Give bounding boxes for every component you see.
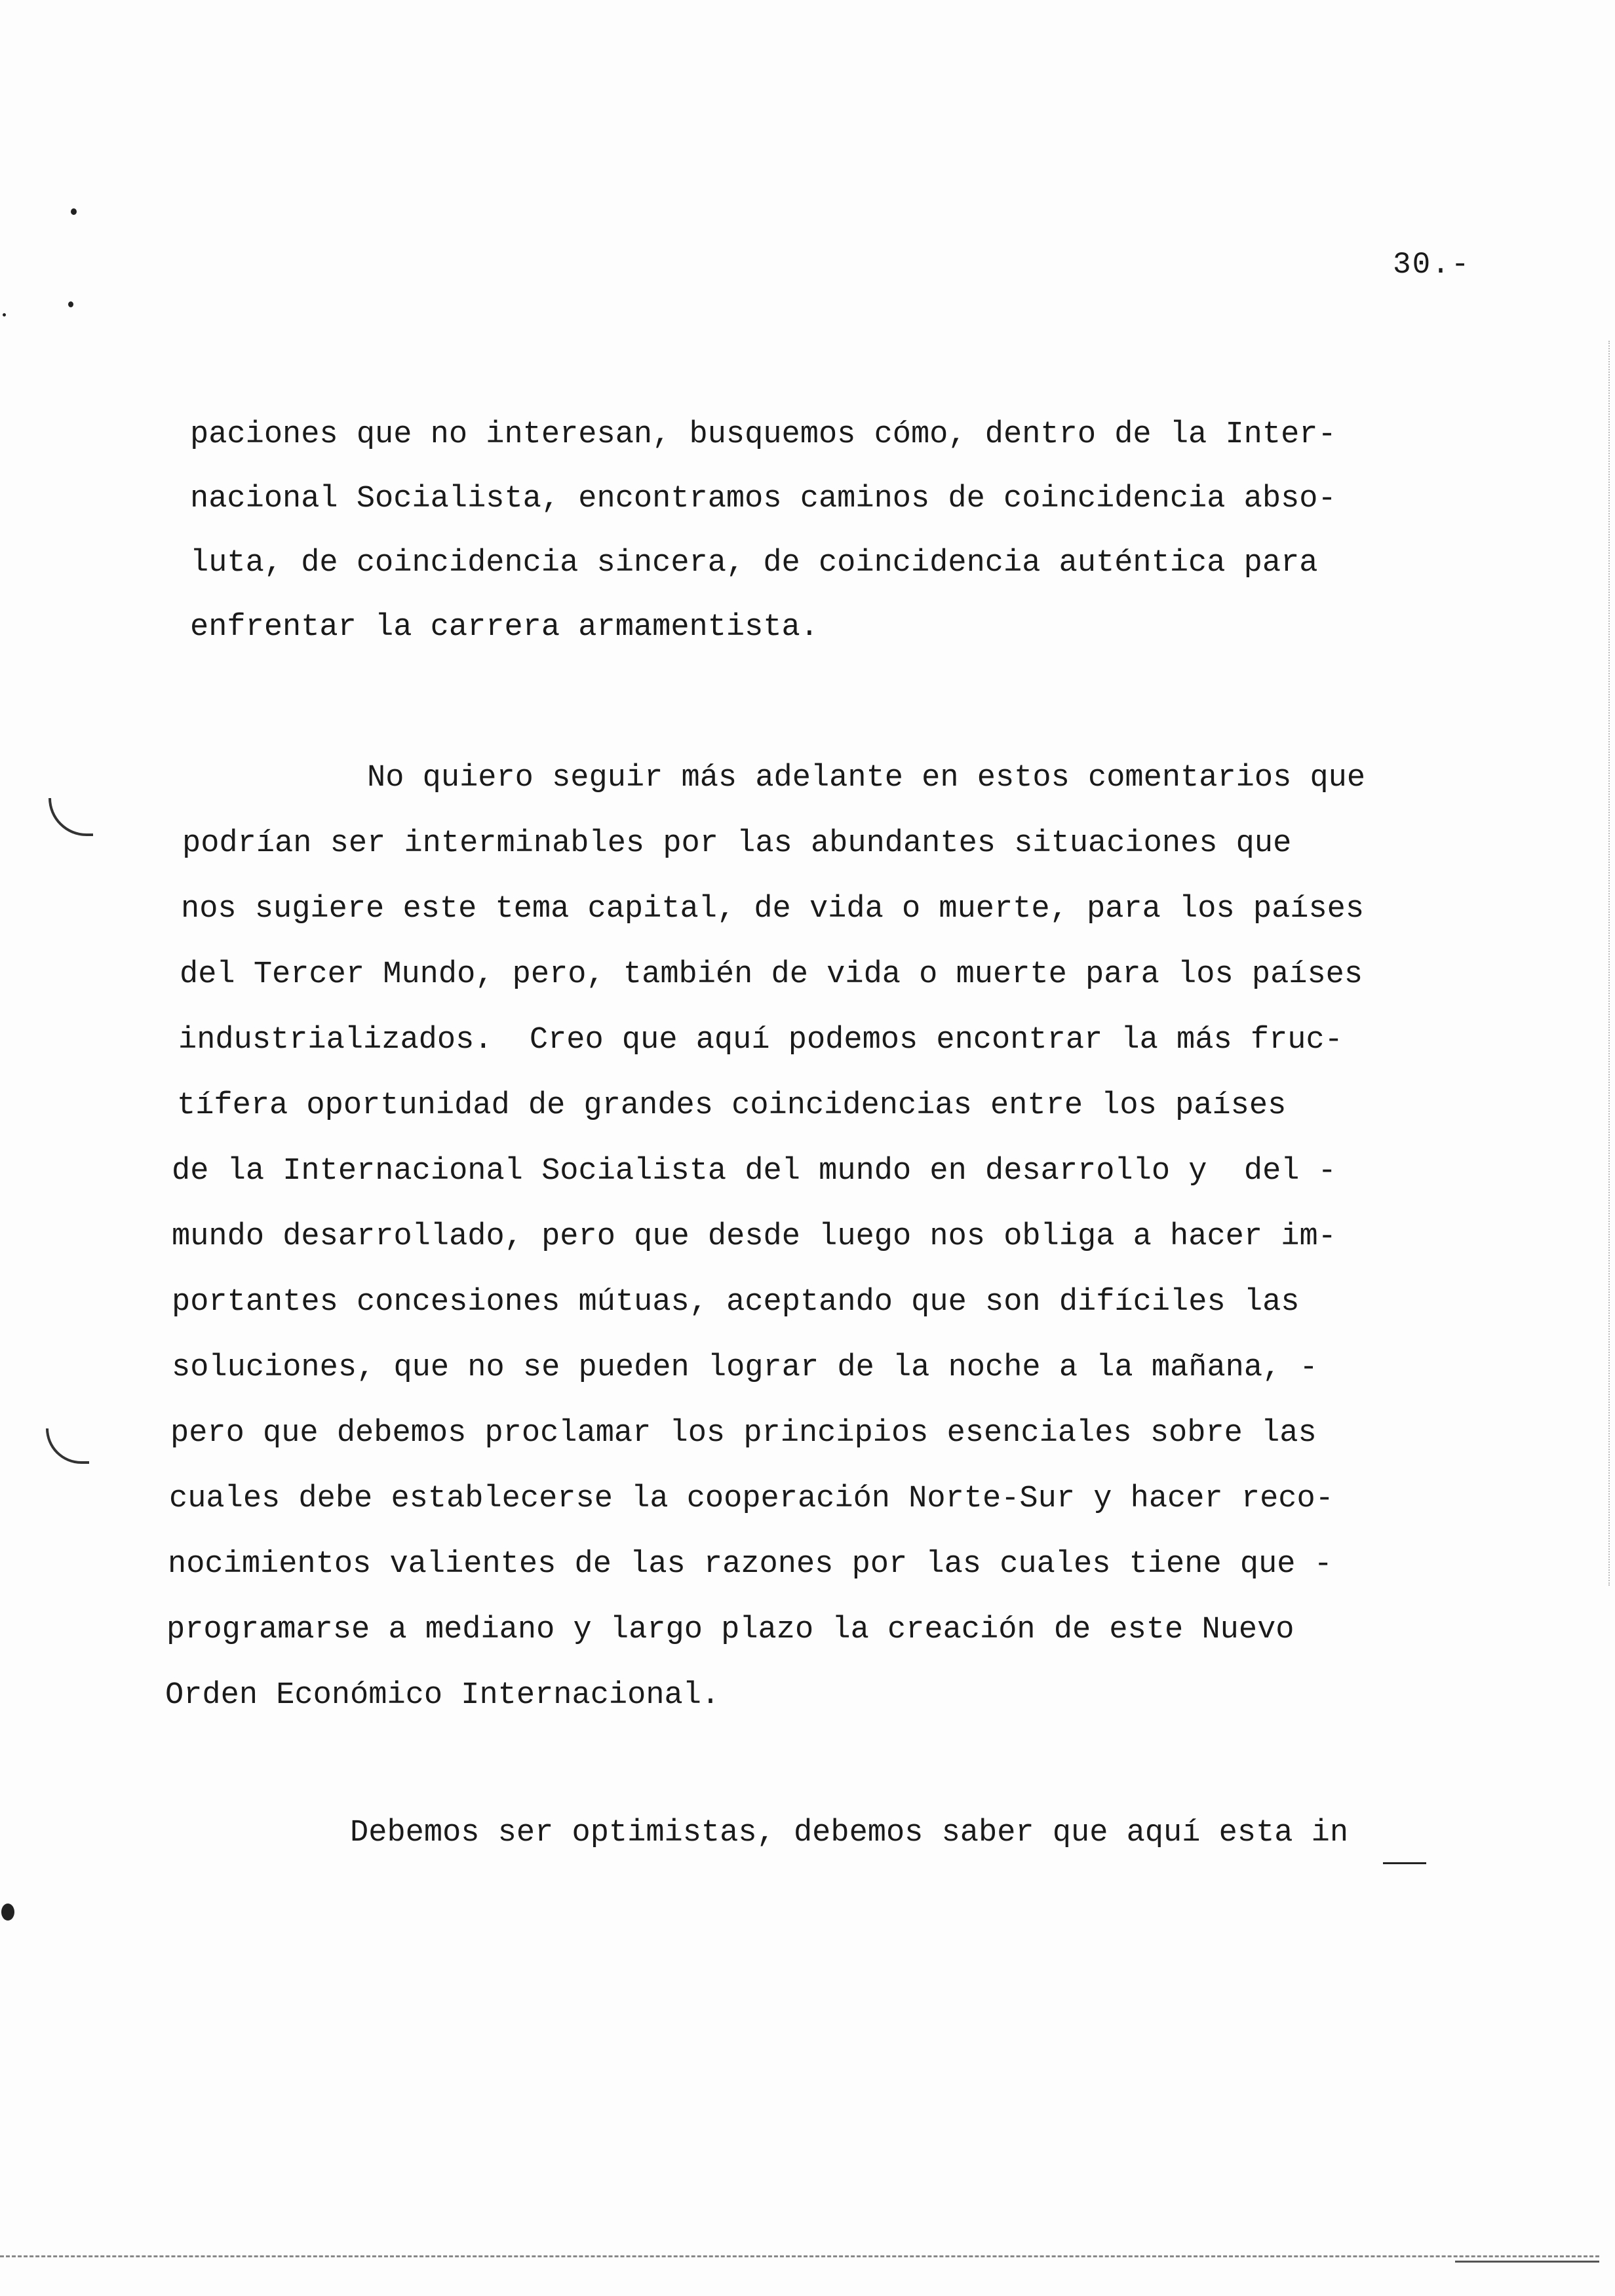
scan-speck xyxy=(71,208,77,215)
scan-speck xyxy=(68,301,73,307)
text-line: nacional Socialista, encontramos caminos de coincidencia abso- xyxy=(190,482,1336,516)
scan-speck xyxy=(1,1904,14,1921)
scan-edge xyxy=(1608,341,1610,1586)
text-line: industrializados. Creo que aquí podemos encontrar la más fruc- xyxy=(178,1023,1343,1058)
text-line: cuales debe establecerse la cooperación Norte-Sur y hacer reco- xyxy=(169,1482,1334,1516)
text-line: enfrentar la carrera armamentista. xyxy=(190,610,819,645)
scan-arc xyxy=(49,798,93,836)
text-line: pero que debemos proclamar los principios esenciales sobre las xyxy=(170,1416,1317,1451)
text-line: podrían ser interminables por las abundantes situaciones que xyxy=(182,826,1292,861)
text-line: del Tercer Mundo, pero, también de vida o muerte para los países xyxy=(180,957,1363,992)
underline-mark xyxy=(1383,1862,1426,1864)
text-line: luta, de coincidencia sincera, de coincidencia auténtica para xyxy=(190,546,1318,581)
text-line: portantes concesiones mútuas, aceptando que son difíciles las xyxy=(172,1285,1300,1320)
text-line: soluciones, que no se pueden lograr de la noche a la mañana, - xyxy=(172,1350,1318,1385)
scan-footer-line xyxy=(0,2255,1599,2257)
text-line: tífera oportunidad de grandes coincidencias entre los países xyxy=(177,1088,1287,1123)
scan-arc xyxy=(46,1428,89,1464)
text-line: mundo desarrollado, pero que desde luego nos obliga a hacer im- xyxy=(172,1219,1336,1254)
text-line: de la Internacional Socialista del mundo en desarrollo y del - xyxy=(172,1154,1336,1189)
page-number: 30.- xyxy=(1393,248,1471,282)
text-line: No quiero seguir más adelante en estos comentarios que xyxy=(182,761,1366,795)
text-line: nos sugiere este tema capital, de vida o muerte, para los países xyxy=(181,892,1365,927)
scan-speck xyxy=(3,313,6,316)
text-line: Debemos ser optimistas, debemos saber que aquí esta in xyxy=(165,1816,1349,1850)
text-line: Orden Económico Internacional. xyxy=(165,1678,720,1713)
text-line: paciones que no interesan, busquemos cómo, dentro de la Inter- xyxy=(190,417,1336,452)
scan-footer-line xyxy=(1455,2261,1599,2263)
text-line: nocimientos valientes de las razones por las cuales tiene que - xyxy=(168,1547,1333,1582)
text-line: programarse a mediano y largo plazo la creación de este Nuevo xyxy=(166,1613,1294,1647)
